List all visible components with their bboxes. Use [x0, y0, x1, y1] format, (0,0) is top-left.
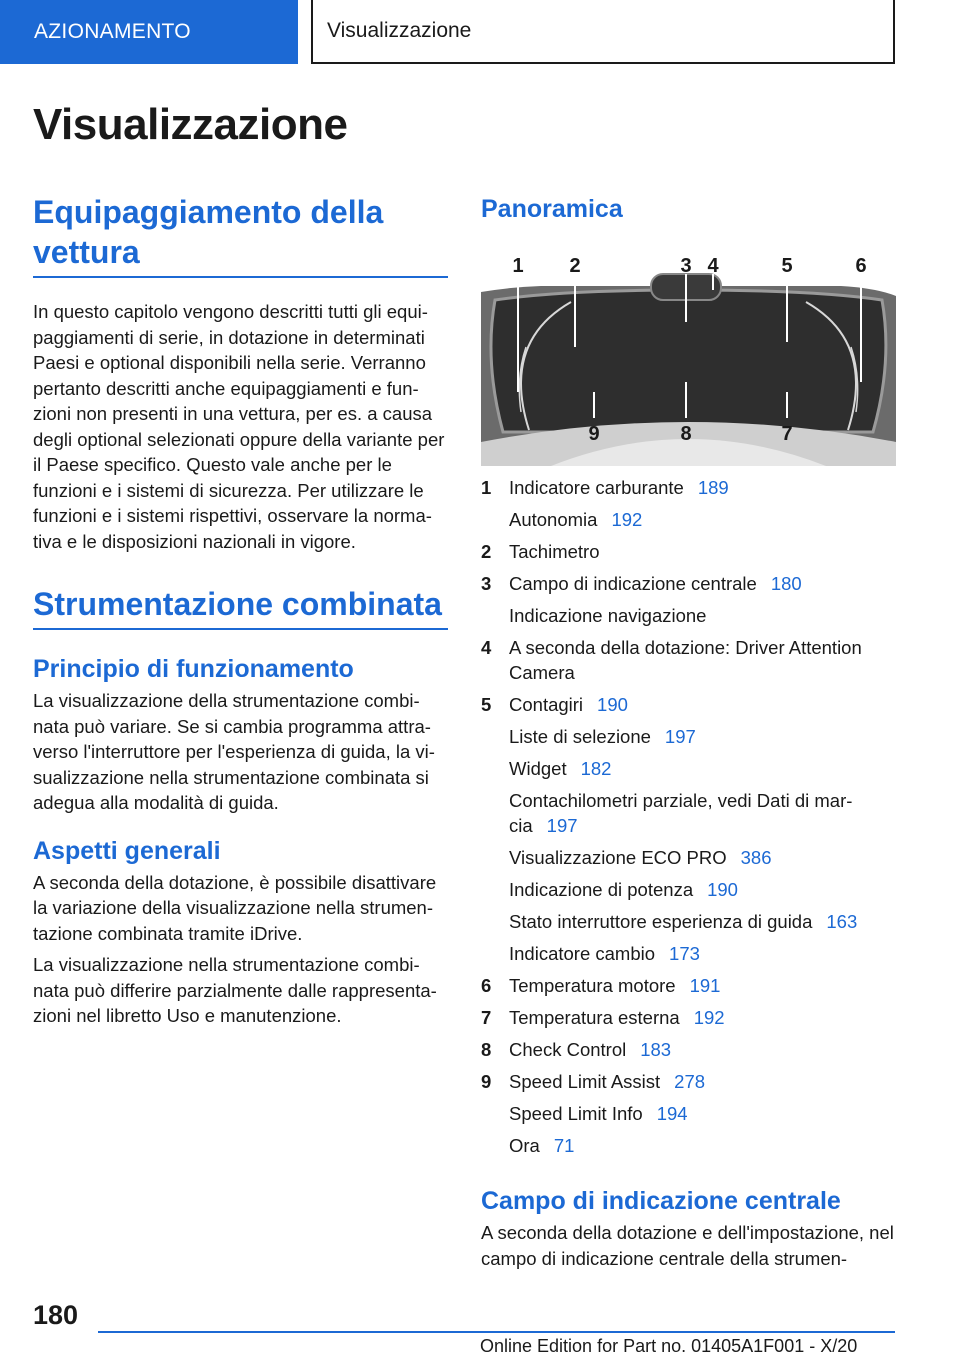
legend-entry-text: Contagiri: [509, 694, 584, 715]
legend-item: [481, 1034, 896, 1066]
legend-lines: [509, 1002, 896, 1034]
legend-item: [481, 1066, 896, 1162]
legend-entry-text: Visualizzazione ECO PRO: [509, 847, 727, 868]
legend-lines: [509, 689, 896, 970]
heading-principio: Principio di funzionamento: [33, 655, 354, 683]
legend-entry-text: Indicazione di potenza: [509, 879, 694, 900]
figure-label-6: 6: [855, 255, 867, 277]
legend-entry-text: Speed Limit Assist: [509, 1071, 661, 1092]
instrument-cluster-figure: [481, 252, 896, 466]
figure-label-8: 8: [680, 423, 692, 445]
legend-entry-text: Temperatura motore: [509, 975, 676, 996]
legend-number: 1: [481, 477, 492, 498]
paragraph-equipaggiamento: In questo capitolo vengono descritti tutti gli equi-paggiamenti di serie, in dotazione in determinati Paesi e optional disponibili nella serie. Verranno pertanto descritti anche equipaggiamenti e fun-zioni non presenti in una vettura, per es. a causa degli optional selezionati oppure della variante per il Paese specifico. Questo vale anche per le funzioni e i sistemi di sicurezza. Per utilizzare le funzioni e i sistemi rispettivi, osservare la norma-tiva e le disposizioni nazionali in vigore.: [33, 301, 445, 552]
legend-entry-text: Liste di selezione: [509, 726, 651, 747]
legend-entry: [509, 568, 896, 600]
legend-item: [481, 632, 896, 689]
paragraph-campo: A seconda della dotazione e dell'impostazione, nel campo di indicazione centrale della strumen-: [481, 1222, 894, 1269]
legend-entry-text: Check Control: [509, 1039, 627, 1060]
legend-entry: [509, 842, 896, 874]
legend-entry-text: Temperatura esterna: [509, 1007, 680, 1028]
instrument-cluster-illustration: [481, 252, 896, 466]
page-title: Visualizzazione: [33, 100, 348, 149]
figure-label-4: 4: [707, 255, 719, 277]
legend-entry-text: Campo di indicazione centrale: [509, 573, 757, 594]
legend-entry-text: A seconda della dotazione: Driver Attention Camera: [509, 637, 862, 683]
page-reference-link[interactable]: 173: [669, 943, 700, 964]
legend-entry-text: Speed Limit Info: [509, 1103, 643, 1124]
footer-rule: [98, 1331, 895, 1333]
page-reference-link[interactable]: 180: [770, 573, 802, 594]
legend-number: 5: [481, 694, 492, 715]
figure-label-9: 9: [588, 423, 600, 445]
legend-entry: [509, 906, 896, 938]
page-reference-link[interactable]: 189: [697, 477, 729, 498]
heading-panoramica: Panoramica: [481, 195, 623, 223]
legend-number: 9: [481, 1071, 492, 1092]
legend-entry-text: Tachimetro: [509, 541, 600, 562]
legend-lines: [509, 568, 896, 632]
page-reference-link[interactable]: 190: [597, 694, 628, 715]
legend-entry-text: Widget: [509, 758, 567, 779]
legend-entry-text: Contachilometri parziale, vedi Dati di mar-cia: [509, 790, 853, 836]
legend-item: [481, 472, 896, 536]
legend-item: [481, 568, 896, 632]
legend-entry: [509, 1130, 896, 1162]
legend-entry: [509, 1066, 896, 1098]
page-reference-link[interactable]: 278: [674, 1071, 706, 1092]
legend-number: 2: [481, 541, 492, 562]
legend-entry: [509, 689, 896, 721]
page-number: 180: [33, 1300, 79, 1330]
legend-entry: [509, 1098, 896, 1130]
legend-lines: [509, 472, 896, 536]
page-reference-link[interactable]: 163: [826, 911, 858, 932]
legend-number: 4: [481, 637, 492, 658]
page-reference-link[interactable]: 190: [707, 879, 738, 900]
page-reference-link[interactable]: 197: [664, 726, 696, 747]
legend-entry: [509, 600, 896, 632]
figure-label-2: 2: [569, 255, 581, 277]
legend-number: 6: [481, 975, 492, 996]
figure-label-7: 7: [781, 423, 793, 445]
figure-label-1: 1: [512, 255, 524, 277]
footer-edition: Online Edition for Part no. 01405A1F001 - X/20: [480, 1336, 858, 1356]
legend-entry: [509, 536, 896, 568]
page-reference-link[interactable]: 194: [656, 1103, 688, 1124]
legend-entry-text: Stato interruttore esperienza di guida: [509, 911, 813, 932]
legend-entry: [509, 938, 896, 970]
heading-aspetti: Aspetti generali: [33, 836, 221, 865]
legend-entry: [509, 721, 896, 753]
heading-campo: Campo di indicazione centrale: [481, 1187, 841, 1215]
section-header: [311, 0, 895, 64]
legend-item: [481, 689, 896, 970]
legend-item: [481, 1002, 896, 1034]
page-reference-link[interactable]: 192: [693, 1007, 725, 1028]
page-reference-link[interactable]: 191: [689, 975, 721, 996]
figure-legend: [481, 472, 896, 1162]
section-label: Visualizzazione: [327, 19, 472, 42]
chapter-tab: [0, 0, 298, 64]
left-column: [33, 192, 448, 1029]
legend-entry-text: Autonomia: [509, 509, 598, 530]
legend-entry: [509, 1002, 896, 1034]
legend-entry-text: Indicazione navigazione: [509, 605, 707, 626]
legend-item: [481, 536, 896, 568]
paragraph-principio: La visualizzazione della strumentazione combi-nata può variare. Se si cambia programma attra-verso l'interruttore per l'esperienza di guida, la vi-sualizzazione nella strumentazione combinata si adegua alla modalità di guida.: [33, 690, 435, 813]
figure-label-3: 3: [680, 255, 692, 277]
legend-entry-text: Indicatore cambio: [509, 943, 656, 964]
legend-entry: [509, 472, 896, 504]
chapter-label: AZIONAMENTO: [34, 20, 191, 43]
legend-entry-text: Ora: [509, 1135, 540, 1156]
legend-lines: [509, 1034, 896, 1066]
legend-lines: [509, 536, 896, 568]
legend-entry: [509, 874, 896, 906]
heading-strumentazione: Strumentazione combinata: [33, 584, 448, 630]
legend-entry: [509, 504, 896, 536]
legend-entry-text: Indicatore carburante: [509, 477, 684, 498]
legend-number: 7: [481, 1007, 492, 1028]
page-reference-link[interactable]: 182: [580, 758, 612, 779]
legend-entry: [509, 753, 896, 785]
page-reference-link[interactable]: 71: [553, 1135, 575, 1156]
right-column: [481, 192, 896, 1271]
legend-entry: [509, 632, 896, 689]
legend-entry: [509, 785, 896, 842]
legend-lines: [509, 970, 896, 1002]
legend-item: [481, 970, 896, 1002]
page-reference-link[interactable]: 192: [611, 509, 643, 530]
paragraph-aspetti-2: La visualizzazione nella strumentazione combi-nata può differire parzialmente dalle rappresenta-zioni nel libretto Uso e manutenzione.: [33, 954, 437, 1026]
legend-number: 8: [481, 1039, 492, 1060]
legend-lines: [509, 632, 896, 689]
page-reference-link[interactable]: 386: [740, 847, 772, 868]
legend-number: 3: [481, 573, 492, 594]
legend-entry: [509, 970, 896, 1002]
heading-equipaggiamento: Equipaggiamento della vettura: [33, 192, 448, 278]
legend-entry: [509, 1034, 896, 1066]
figure-label-5: 5: [781, 255, 793, 277]
legend-lines: [509, 1066, 896, 1162]
paragraph-aspetti-1: A seconda della dotazione, è possibile disattivare la variazione della visualizzazione nella strumen-tazione combinata tramite iDrive.: [33, 871, 437, 944]
page-reference-link[interactable]: 197: [546, 815, 578, 836]
page-reference-link[interactable]: 183: [640, 1039, 672, 1060]
